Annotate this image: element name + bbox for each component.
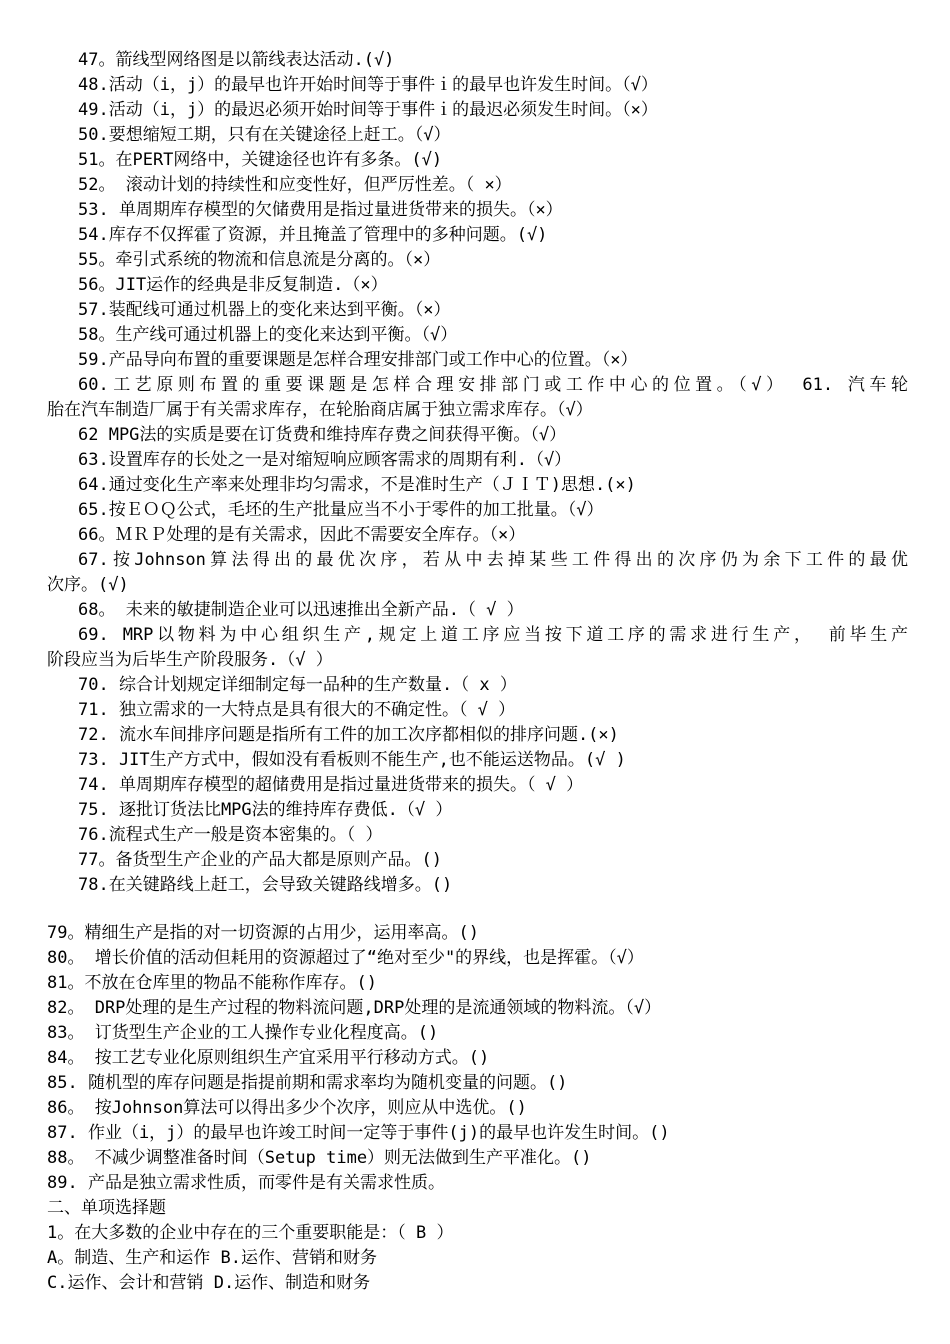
- statement-88: 88。 不减少调整准备时间（Setup time）则无法做到生产平准化。(): [47, 1148, 592, 1168]
- statement-56: 56。JIT运作的经典是非反复制造.（×）: [78, 275, 388, 295]
- question-1: 1。在大多数的企业中存在的三个重要职能是：（ B ）: [47, 1223, 454, 1243]
- statement-54: 54.库存不仅挥霍了资源，并且掩盖了管理中的多种问题。(√): [78, 225, 548, 245]
- statement-72: 72. 流水车间排序问题是指所有工件的加工次序都相似的排序问题.(×): [78, 725, 619, 745]
- statement-65: 65.按ＥＯＱ公式，毛坯的生产批量应当不小于零件的加工批量。（√）: [78, 500, 604, 520]
- statement-67: 67.按Johnson算法得出的最优次序，若从中去掉某些工件得出的次序仍为余下工件的最优: [78, 550, 908, 570]
- statement-83: 83。 订货型生产企业的工人操作专业化程度高。(): [47, 1023, 439, 1043]
- statement-59: 59.产品导向布置的重要课题是怎样合理安排部门或工作中心的位置。（×）: [78, 350, 638, 370]
- question-1-options-cd: C.运作、会计和营销 D.运作、制造和财务: [47, 1273, 371, 1293]
- statement-86: 86。 按Johnson算法可以得出多少个次序，则应从中选优。(): [47, 1098, 527, 1118]
- statement-51: 51。在PERT网络中，关键途径也许有多条。(√): [78, 150, 443, 170]
- statement-71: 71. 独立需求的一大特点是具有很大的不确定性。（ √ ）: [78, 700, 516, 720]
- statement-78: 78.在关键路线上赶工，会导致关键路线增多。(): [78, 875, 453, 895]
- statement-75: 75. 逐批订货法比MPG法的维持库存费低.（√ ）: [78, 800, 453, 820]
- statement-69-continued: 阶段应当为后毕生产阶段服务.（√ ）: [47, 650, 333, 670]
- statement-80: 80。 增长价值的活动但耗用的资源超过了“绝对至少"的界线，也是挥霍。（√）: [47, 948, 644, 968]
- statement-62: 62 MPG法的实质是要在订货费和维持库存费之间获得平衡。（√）: [78, 425, 567, 445]
- statement-64: 64.通过变化生产率来处理非均匀需求，不是准时生产（ＪＩＴ)思想.(×): [78, 475, 636, 495]
- statement-47: 47。箭线型网络图是以箭线表达活动.(√): [78, 50, 395, 70]
- statement-77: 77。备货型生产企业的产品大都是原则产品。(): [78, 850, 442, 870]
- section-heading-single-choice: 二、单项选择题: [47, 1198, 166, 1218]
- statement-82: 82。 DRP处理的是生产过程的物料流问题,DRP处理的是流通领域的物料流。（√）: [47, 998, 662, 1018]
- statement-58: 58。生产线可通过机器上的变化来达到平衡。（√）: [78, 325, 458, 345]
- statement-60: 60.工艺原则布置的重要课题是怎样合理安排部门或工作中心的位置。（√） 61. 汽车轮: [78, 375, 908, 395]
- statement-84: 84。 按工艺专业化原则组织生产宜采用平行移动方式。(): [47, 1048, 490, 1068]
- statement-57: 57.装配线可通过机器上的变化来达到平衡。（×）: [78, 300, 451, 320]
- statement-79: 79。精细生产是指的对一切资源的占用少，运用率高。(): [47, 923, 479, 943]
- statement-70: 70. 综合计划规定详细制定每一品种的生产数量.（ x ）: [78, 675, 517, 695]
- statement-53: 53. 单周期库存模型的欠储费用是指过量进货带来的损失。（×）: [78, 200, 563, 220]
- statement-48: 48.活动（i，j）的最早也许开始时间等于事件ｉ的最早也许发生时间。（√）: [78, 75, 658, 95]
- statement-73: 73. JIT生产方式中，假如没有看板则不能生产,也不能运送物品。(√ ): [78, 750, 626, 770]
- statement-50: 50.要想缩短工期，只有在关键途径上赶工。（√）: [78, 125, 451, 145]
- statement-67-continued: 次序。(√): [47, 575, 129, 595]
- question-1-options-ab: A。制造、生产和运作 B.运作、营销和财务: [47, 1248, 377, 1268]
- statement-55: 55。牵引式系统的物流和信息流是分离的。（×）: [78, 250, 441, 270]
- statement-69: 69. MRP以物料为中心组织生产,规定上道工序应当按下道工序的需求进行生产， 前毕生产: [78, 625, 908, 645]
- statement-85: 85. 随机型的库存问题是指提前期和需求率均为随机变量的问题。(): [47, 1073, 568, 1093]
- statement-74: 74. 单周期库存模型的超储费用是指过量进货带来的损失。（ √ ）: [78, 775, 584, 795]
- statement-49: 49.活动（i，j）的最迟必须开始时间等于事件ｉ的最迟必须发生时间。（×）: [78, 100, 658, 120]
- statement-87: 87. 作业（i，j）的最早也许竣工时间一定等于事件(j)的最早也许发生时间。(): [47, 1123, 670, 1143]
- statement-76: 76.流程式生产一般是资本密集的。（ ）: [78, 825, 383, 845]
- statement-66: 66。ＭＲＰ处理的是有关需求，因此不需要安全库存。（×）: [78, 525, 526, 545]
- statement-52: 52。 滚动计划的持续性和应变性好，但严厉性差。（ ×）: [78, 175, 512, 195]
- statement-68: 68。 未来的敏捷制造企业可以迅速推出全新产品.（ √ ）: [78, 600, 524, 620]
- statement-81: 81。不放在仓库里的物品不能称作库存。(): [47, 973, 377, 993]
- statement-63: 63.设置库存的长处之一是对缩短响应顾客需求的周期有利.（√）: [78, 450, 572, 470]
- statement-61-continued: 胎在汽车制造厂属于有关需求库存，在轮胎商店属于独立需求库存。（√）: [47, 400, 593, 420]
- statement-89: 89. 产品是独立需求性质，而零件是有关需求性质。: [47, 1173, 445, 1193]
